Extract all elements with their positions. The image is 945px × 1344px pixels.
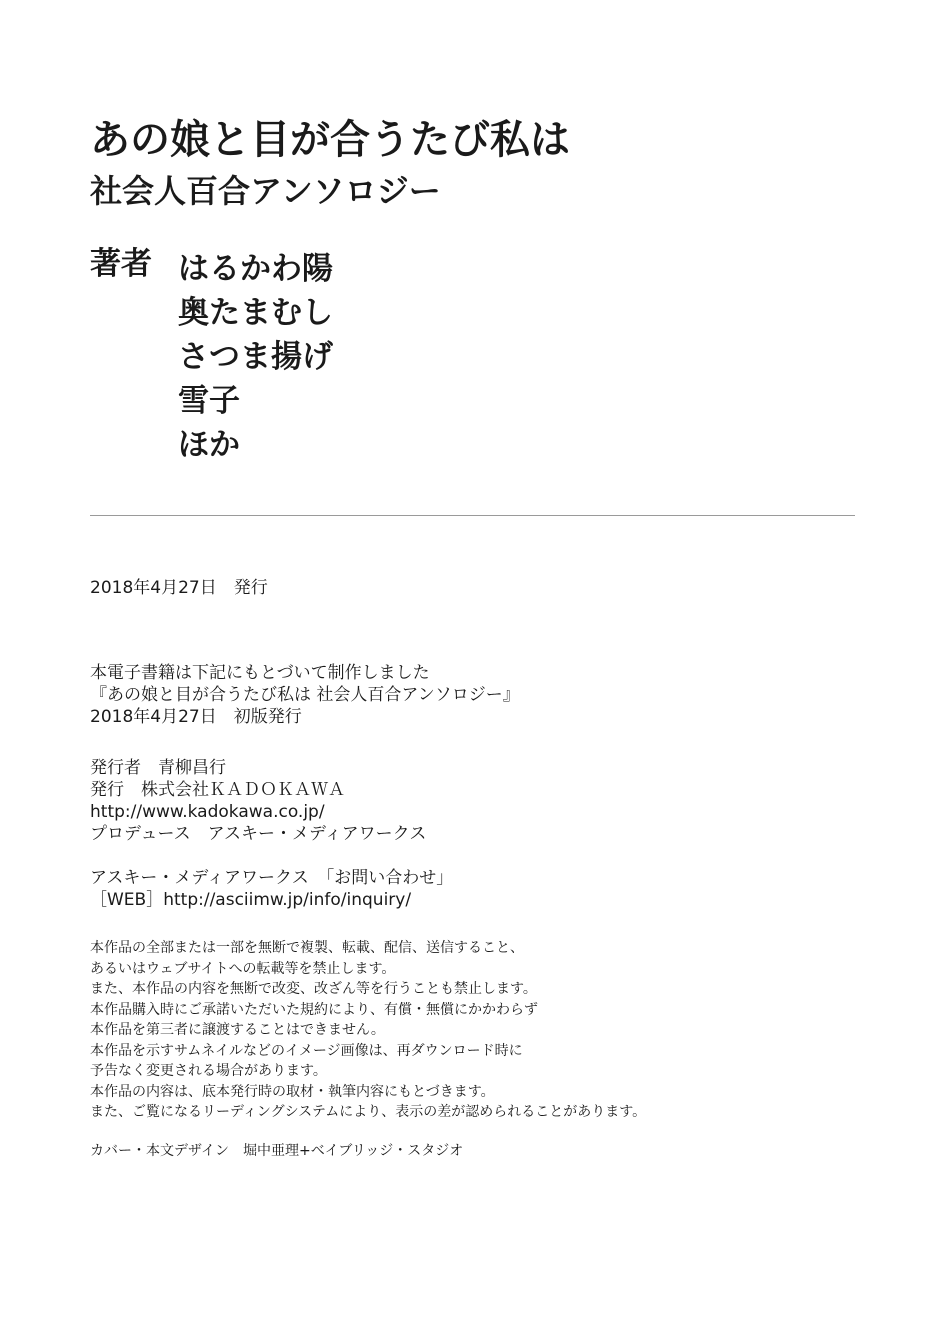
publisher-info bbox=[90, 757, 426, 845]
publisher-line: 発行者 青柳昌行 bbox=[90, 758, 226, 778]
author-name: さつま揚げ bbox=[178, 339, 333, 375]
notice-line: 本作品の内容は、底本発行時の取材・執筆内容にもとづきます。 bbox=[90, 1083, 495, 1100]
section-divider bbox=[90, 515, 855, 516]
notice-line: また、本作品の内容を無断で改変、改ざん等を行うことも禁止します。 bbox=[90, 981, 537, 997]
contact-info bbox=[90, 867, 453, 911]
notice-line: 予告なく変更される場合があります。 bbox=[90, 1063, 327, 1079]
publisher-url: http://www.kadokawa.co.jp/ bbox=[90, 802, 325, 822]
author-name: はるかわ陽 bbox=[178, 251, 333, 287]
publisher-line: 発行 株式会社ＫＡＤＯＫＡＷＡ bbox=[90, 780, 345, 800]
source-info bbox=[90, 662, 520, 728]
author-name: 雪子 bbox=[178, 383, 240, 419]
contact-url: ［WEB］http://asciimw.jp/info/inquiry/ bbox=[90, 890, 412, 910]
design-credit: カバー・本文デザイン 堀中亜理+ベイブリッジ・スタジオ bbox=[90, 1143, 464, 1159]
publish-date: 2018年4月27日 発行 bbox=[90, 578, 268, 598]
notice-line: 本作品を示すサムネイルなどのイメージ画像は、再ダウンロード時に bbox=[90, 1042, 523, 1059]
notice-line: 本作品の全部または一部を無断で複製、転載、配信、送信すること、 bbox=[90, 940, 524, 956]
book-title: あの娘と目が合うたび私は bbox=[90, 117, 570, 163]
source-line: 本電子書籍は下記にもとづいて制作しました bbox=[90, 663, 430, 683]
notice-line: 本作品を第三者に譲渡することはできません。 bbox=[90, 1022, 385, 1038]
contact-line: アスキー・メディアワークス 「お問い合わせ」 bbox=[90, 868, 454, 888]
publisher-line: プロデュース アスキー・メディアワークス bbox=[90, 824, 427, 844]
authors-label: 著者 bbox=[90, 246, 152, 282]
legal-notice bbox=[90, 938, 646, 1123]
author-name: ほか bbox=[178, 427, 240, 463]
author-name: 奥たまむし bbox=[178, 295, 333, 331]
notice-line: 本作品購入時にご承諾いただいた規約により、有償・無償にかかわらず bbox=[90, 1001, 538, 1018]
book-subtitle: 社会人百合アンソロジー bbox=[90, 172, 441, 210]
source-line: 2018年4月27日 初版発行 bbox=[90, 707, 302, 727]
notice-line: また、ご覧になるリーディングシステムにより、表示の差が認められることがあります。 bbox=[90, 1104, 647, 1120]
source-line: 『あの娘と目が合うたび私は 社会人百合アンソロジー』 bbox=[90, 685, 520, 705]
notice-line: あるいはウェブサイトへの転載等を禁止します。 bbox=[90, 960, 396, 977]
author-list bbox=[178, 247, 333, 467]
